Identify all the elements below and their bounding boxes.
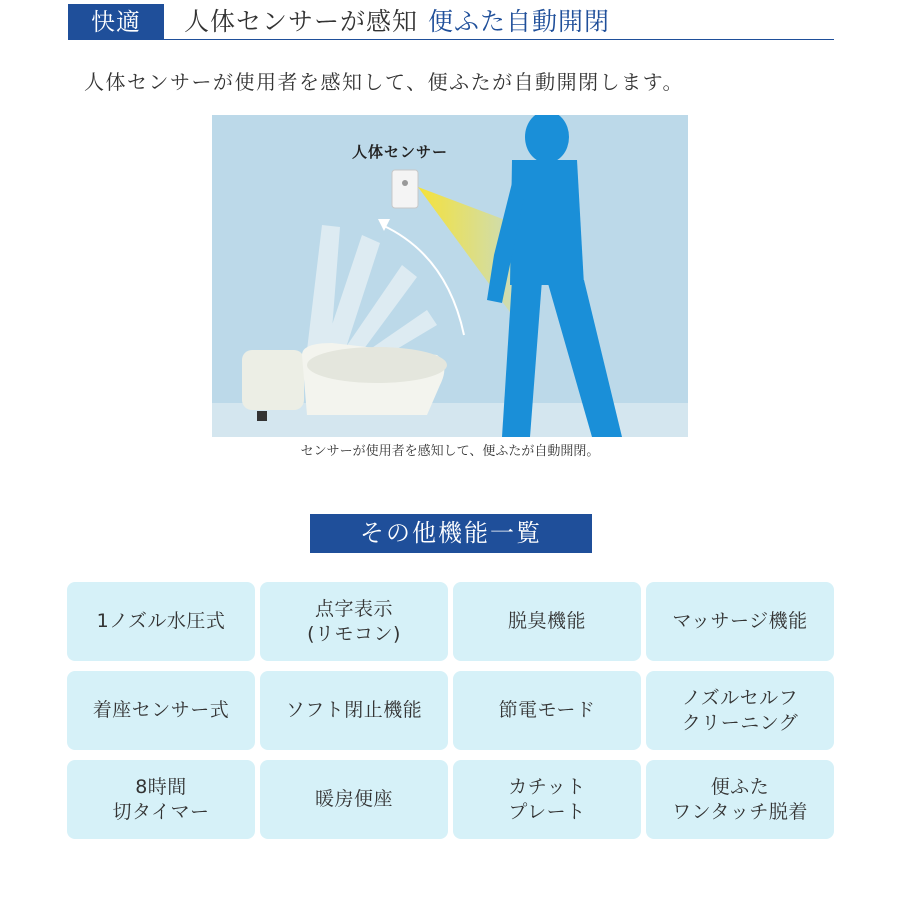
sensor-eye-icon — [402, 180, 408, 186]
feature-cell: 節電モード — [453, 671, 641, 750]
feature-cell: 脱臭機能 — [453, 582, 641, 661]
feature-cell: 8時間 切タイマー — [67, 760, 255, 839]
illustration-caption: センサーが使用者を感知して、便ふたが自動開閉。 — [300, 444, 600, 459]
toilet — [242, 343, 447, 421]
feature-cell: ノズルセルフ クリーニング — [646, 671, 834, 750]
feature-cell: 着座センサー式 — [67, 671, 255, 750]
feature-cell: 便ふた ワンタッチ脱着 — [646, 760, 834, 839]
intro-text: 人体センサーが使用者を感知して、便ふたが自動開閉します。 — [84, 70, 684, 94]
category-badge: 快適 — [68, 4, 164, 40]
feature-cell: マッサージ機能 — [646, 582, 834, 661]
title-part1: 人体センサーが感知 — [184, 7, 419, 36]
feature-cell: 1ノズル水圧式 — [67, 582, 255, 661]
feature-cell: カチット プレート — [453, 760, 641, 839]
sensor-device — [392, 170, 418, 208]
illustration-graphic — [212, 115, 688, 437]
feature-cell: ソフト閉止機能 — [260, 671, 448, 750]
feature-cell: 暖房便座 — [260, 760, 448, 839]
page-title — [184, 4, 610, 40]
arrow-down-icon — [378, 219, 390, 231]
feature-cell: 点字表示 (リモコン) — [260, 582, 448, 661]
title-part2: 便ふた自動開閉 — [428, 7, 611, 36]
feature-grid — [67, 582, 833, 840]
sensor-illustration — [212, 115, 688, 437]
sensor-label: 人体センサー — [352, 143, 449, 161]
section-title: その他機能一覧 — [310, 514, 592, 553]
page-header — [68, 4, 834, 40]
person-silhouette — [487, 115, 622, 437]
